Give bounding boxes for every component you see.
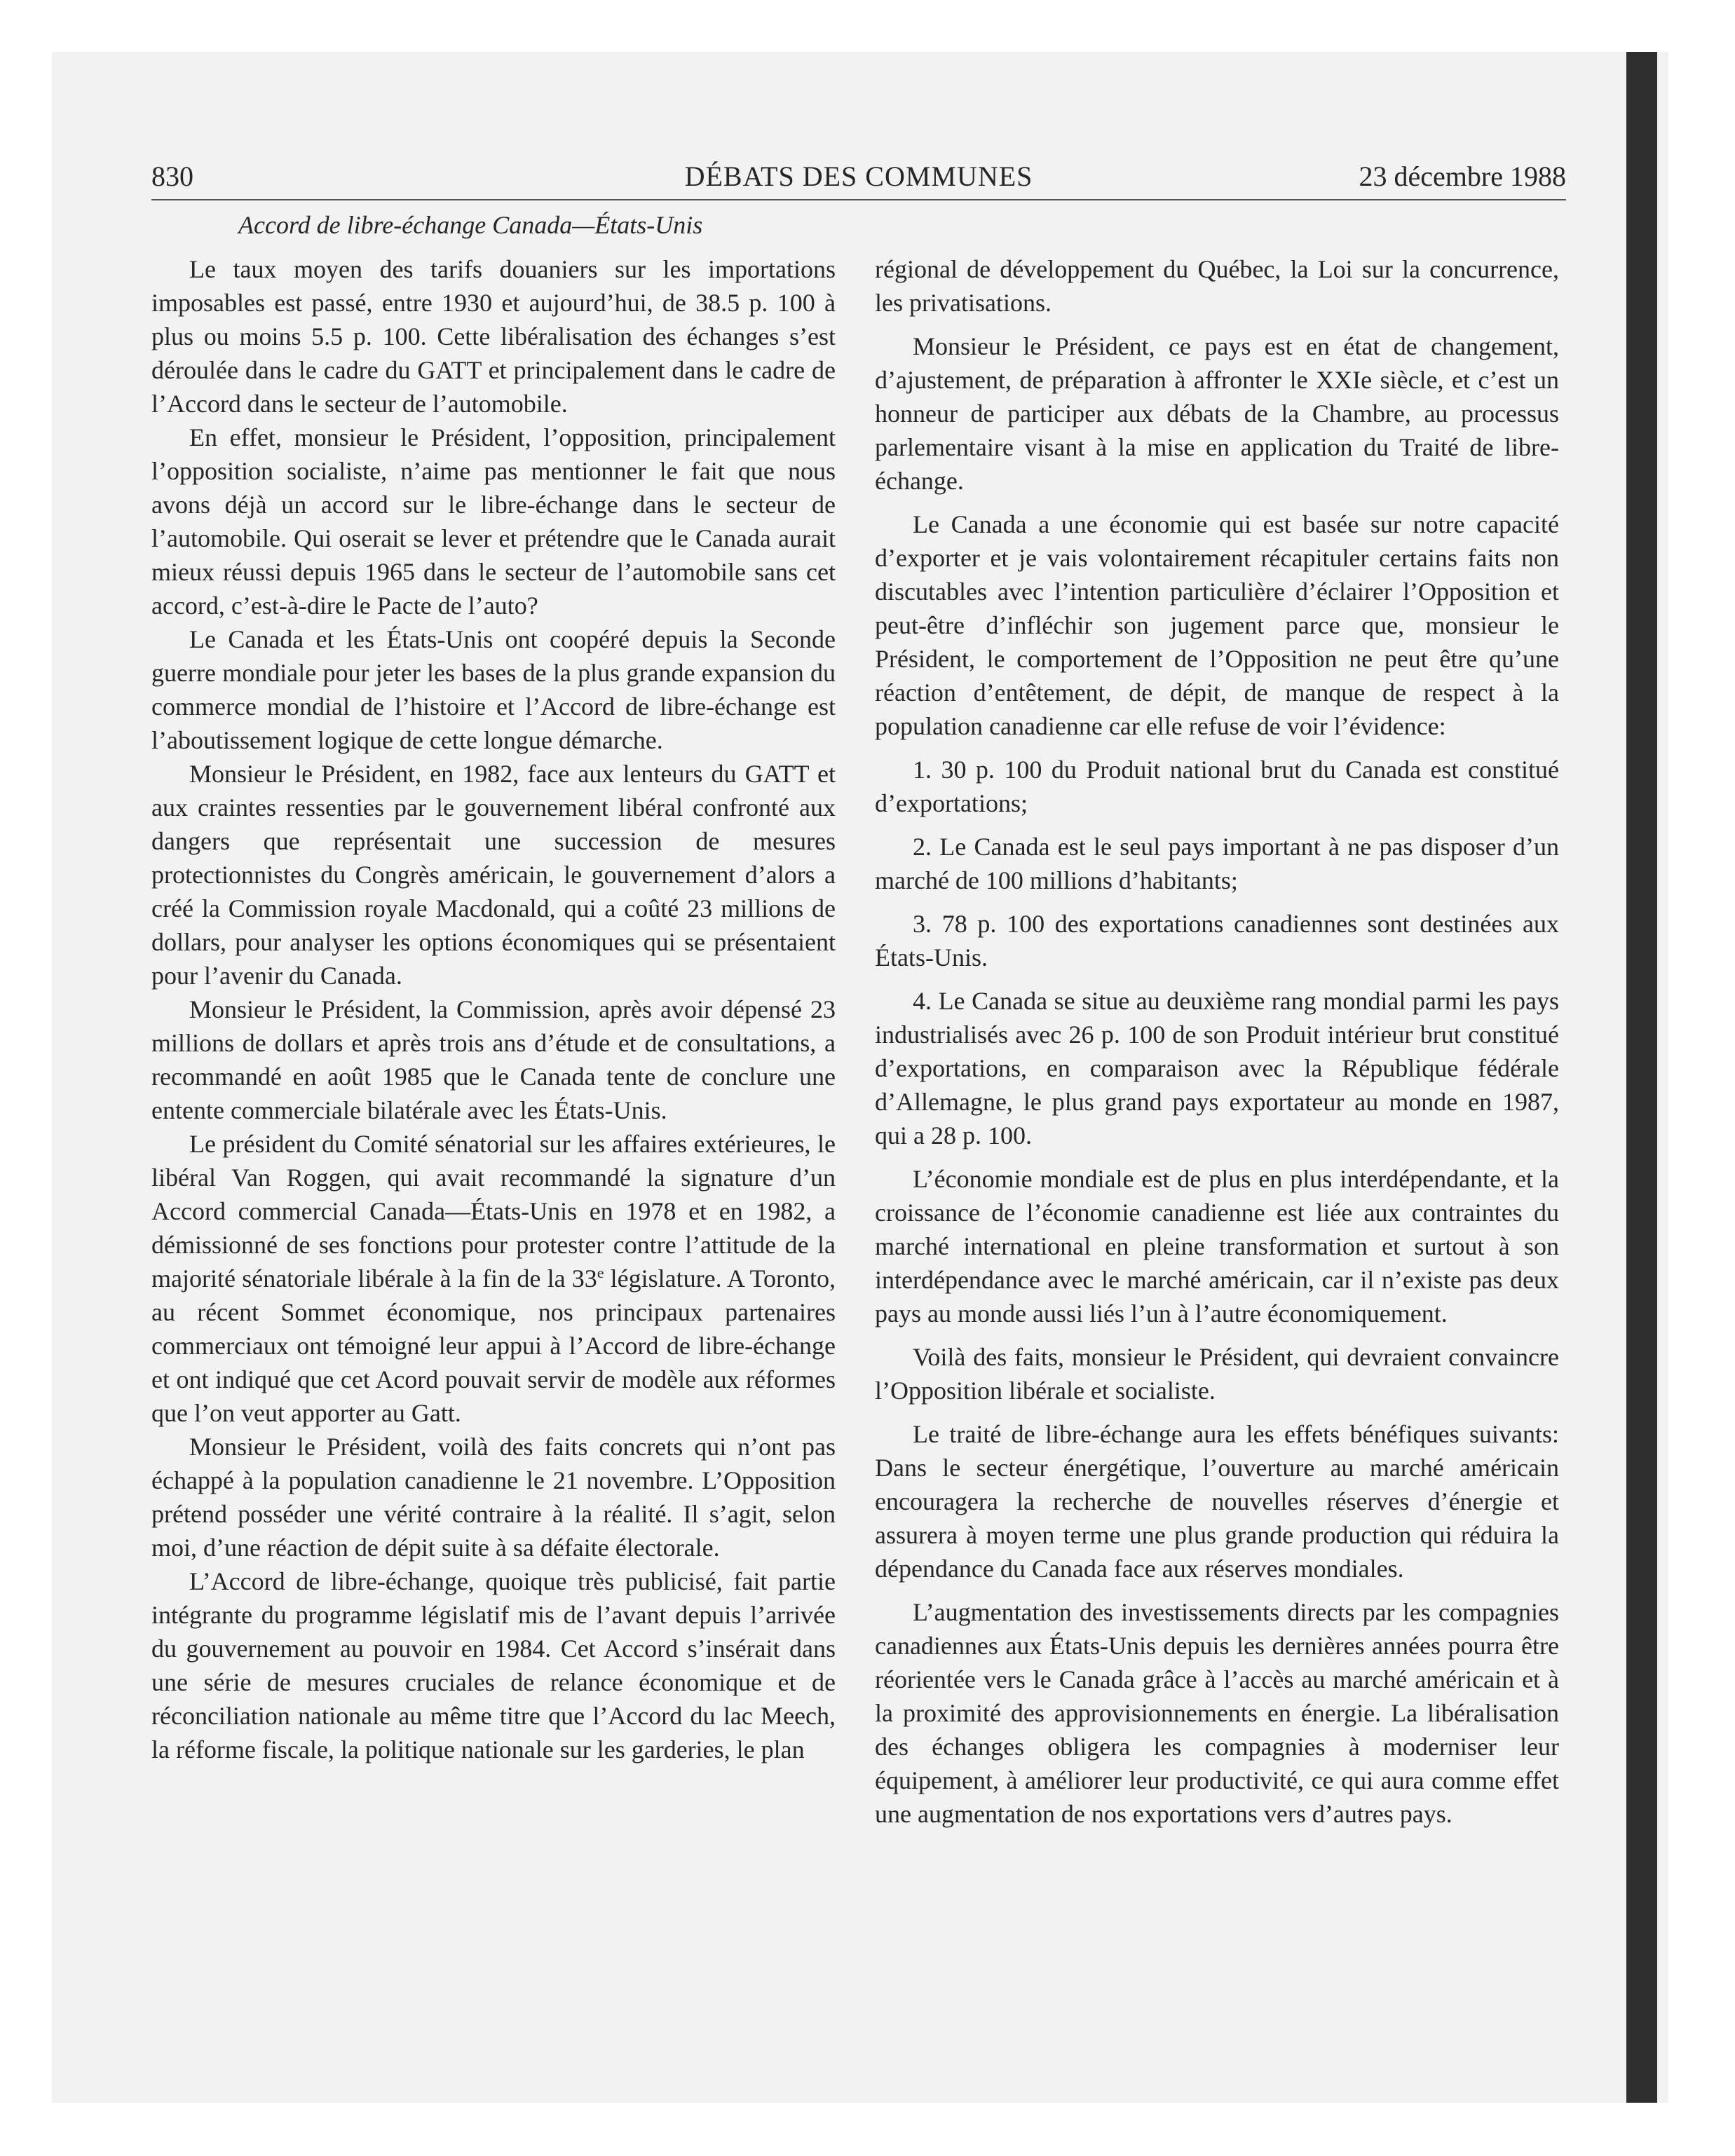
header-date: 23 décembre 1988	[1359, 161, 1566, 192]
paragraph: Monsieur le Président, voilà des faits concrets qui n’ont pas échappé à la population canadienne le 21 novembre. L’Opposition prétend posséder une vérité contraire à la réalité. Il s’agit, selon moi, d’une réaction de dépit suite à sa défaite électorale.	[151, 1433, 836, 1562]
paragraph: Voilà des faits, monsieur le Président, qui devraient convaincre l’Opposition libérale et socialiste.	[875, 1343, 1559, 1405]
paragraph: L’Accord de libre-échange, quoique très publicisé, fait partie intégrante du programme législatif mis de l’avant depuis l’arrivée du gouvernement au pouvoir en 1984. Cet Accord s’insérait dans une série de mesures cruciales de relance économique et de réconciliation nationale au même titre que l’Accord du lac Meech, la réforme fiscale, la politique nationale sur les garderies, le plan	[151, 1567, 836, 1763]
paragraph-text: Le président du Comité sénatorial sur les affaires extérieures, le libéral Van Roggen, qui avait recommandé la signature d’un Accord commercial Canada—États-Unis en 1978 et en 1982, a démissionné de ses fonctions pour protester contre l’attitude de la majorité sénatoriale libérale à la fin de la 33	[151, 1130, 836, 1292]
paragraph: Monsieur le Président, la Commission, après avoir dépensé 23 millions de dollars et après trois ans d’étude et de consultations, a recommandé en août 1985 que le Canada tente de conclure une entente commerciale bilatérale avec les États-Unis.	[151, 995, 836, 1124]
list-item: 2. Le Canada est le seul pays important à ne pas disposer d’un marché de 100 millions d’habitants;	[875, 833, 1559, 894]
right-column	[875, 252, 1559, 1841]
paragraph: Le taux moyen des tarifs douaniers sur les importations imposables est passé, entre 1930 et aujourd’hui, de 38.5 p. 100 à plus ou moins 5.5 p. 100. Cette libéralisation des échanges s’est déroulée dans le cadre du GATT et principalement dans le cadre de l’Accord dans le secteur de l’automobile.	[151, 255, 836, 418]
left-column	[151, 252, 836, 1766]
paragraph-text: législature. A Toronto, au récent Sommet économique, nos principaux partenaires commerciaux ont témoigné leur appui à l’Accord de libre-échange et ont indiqué que cet Acord pouvait servir de modèle aux réformes que l’on veut apporter au Gatt.	[151, 1264, 836, 1427]
scan-edge-bar	[1626, 52, 1657, 2103]
page-number: 830	[151, 161, 193, 192]
paragraph: L’économie mondiale est de plus en plus interdépendante, et la croissance de l’économie canadienne est liée aux contraintes du marché international en pleine transformation et surtout à son interdépendance avec le marché américain, car il n’existe pas deux pays au monde aussi liés l’un à l’autre économiquement.	[875, 1165, 1559, 1328]
list-item: 3. 78 p. 100 des exportations canadiennes sont destinées aux États-Unis.	[875, 910, 1559, 971]
paragraph: Monsieur le Président, ce pays est en état de changement, d’ajustement, de préparation à affronter le XXIe siècle, et c’est un honneur de participer aux débats de la Chambre, au processus parlementaire visant à la mise en application du Traité de libre-échange.	[875, 332, 1559, 495]
paragraph: En effet, monsieur le Président, l’opposition, principalement l’opposition socialiste, n’aime pas mentionner le fait que nous avons déjà un accord sur le libre-échange dans le secteur de l’automobile. Qui oserait se lever et prétendre que le Canada aurait mieux réussi depuis 1965 dans le secteur de l’automobile sans cet accord, c’est-à-dire le Pacte de l’auto?	[151, 423, 836, 620]
paragraph: Le Canada a une économie qui est basée sur notre capacité d’exporter et je vais volontairement récapituler certains faits non discutables avec l’intention particulière d’éclairer l’Opposition et peut-être d’infléchir son jugement parce que, monsieur le Président, le comportement de l’Opposition ne peut être qu’une réaction d’entêtement, de dépit, de manque de respect à la population canadienne car elle refuse de voir l’évidence:	[875, 510, 1559, 740]
paragraph	[151, 1127, 836, 1430]
journal-title: DÉBATS DES COMMUNES	[684, 161, 1033, 192]
page-header	[151, 160, 1566, 200]
paragraph: Monsieur le Président, en 1982, face aux lenteurs du GATT et aux craintes ressenties par le gouvernement libéral confronté aux dangers que représentait une succession de mesures protectionnistes du Congrès américain, le gouvernement d’alors a créé la Commission royale Macdonald, qui a coûté 23 millions de dollars, pour analyser les options économiques qui se présentaient pour l’avenir du Canada.	[151, 760, 836, 990]
section-title: Accord de libre-échange Canada—États-Unis	[238, 211, 703, 239]
paragraph: Le Canada et les États-Unis ont coopéré depuis la Seconde guerre mondiale pour jeter les bases de la plus grande expansion du commerce mondial de l’histoire et l’Accord de libre-échange est l’aboutissement logique de cette longue démarche.	[151, 625, 836, 754]
paragraph-continuation: régional de développement du Québec, la Loi sur la concurrence, les privatisations.	[875, 255, 1559, 317]
paragraph: L’augmentation des investissements directs par les compagnies canadiennes aux États-Unis depuis les dernières années pourra être réorientée vers le Canada grâce à l’accès au marché américain et à la proximité des approvisionnements en énergie. La libéralisation des échanges obligera les compagnies à moderniser leur équipement, à améliorer leur productivité, ce qui aura comme effet une augmentation de nos exportations vers d’autres pays.	[875, 1598, 1559, 1828]
ordinal-superscript: e	[597, 1264, 604, 1281]
list-item: 4. Le Canada se situe au deuxième rang mondial parmi les pays industrialisés avec 26 p. 100 de son Produit intérieur brut constitué d’exportations, en comparaison avec la République fédérale d’Allemagne, le plus grand pays exportateur au monde en 1987, qui a 28 p. 100.	[875, 987, 1559, 1149]
list-item: 1. 30 p. 100 du Produit national brut du Canada est constitué d’exportations;	[875, 756, 1559, 817]
paragraph: Le traité de libre-échange aura les effets bénéfiques suivants: Dans le secteur énergétique, l’ouverture au marché américain encouragera la recherche de nouvelles réserves d’énergie et assurera à moyen terme une plus grande production qui réduira la dépendance du Canada face aux réserves mondiales.	[875, 1420, 1559, 1583]
